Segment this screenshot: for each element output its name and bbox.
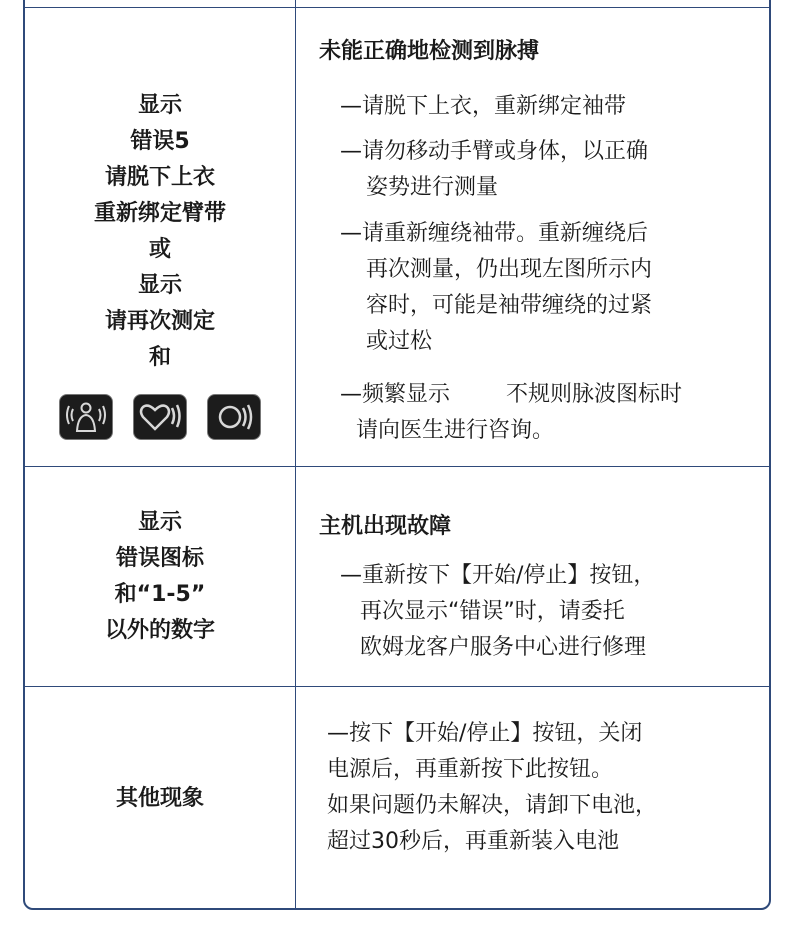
- condition-line: 请脱下上衣: [104, 165, 215, 190]
- condition-line: 重新绑定臂带: [93, 201, 226, 226]
- row-divider: [25, 7, 769, 8]
- condition-line: 请再次测定: [104, 309, 215, 334]
- remedy-line: 欧姆龙客户服务中心进行修理: [360, 635, 647, 660]
- remedy-line: 超过30秒后，再重新装入电池: [327, 829, 619, 854]
- condition-line: 以外的数字: [104, 617, 215, 643]
- status-icons: [59, 394, 261, 440]
- remedy-line: 不规则脉波图标时: [506, 382, 683, 407]
- condition-line: 错误5: [130, 129, 190, 154]
- row-2-condition: [25, 467, 295, 686]
- row-1-condition: [25, 84, 295, 444]
- remedy-title: 未能正确地检测到脉搏: [319, 39, 540, 64]
- condition-line: 错误图标: [115, 545, 204, 571]
- remedy-line: —按下【开始/停止】按钮，关闭: [327, 721, 643, 746]
- condition-line: 其他现象: [115, 785, 204, 811]
- remedy-line: —请重新缠绕袖带。重新缠绕后: [340, 221, 649, 246]
- condition-line: 显示: [137, 93, 182, 118]
- row-3-condition: [25, 687, 295, 910]
- remedy-line: 或过松: [366, 329, 433, 354]
- remedy-line: 电源后，再重新按下此按钮。: [327, 757, 614, 782]
- remedy-line: 姿势进行测量: [366, 175, 499, 200]
- remedy-line: 再次显示“错误”时，请委托: [360, 599, 625, 624]
- remedy-line: —请勿移动手臂或身体，以正确: [340, 139, 649, 164]
- condition-line: 和“1-5”: [114, 581, 206, 607]
- condition-line: 显示: [137, 509, 182, 535]
- condition-line: 显示: [137, 273, 182, 298]
- condition-line: 或: [148, 237, 171, 262]
- remedy-line: 如果问题仍未解决，请卸下电池，: [327, 793, 658, 818]
- remedy-line: —重新按下【开始/停止】按钮，: [340, 563, 656, 588]
- remedy-line: 再次测量，仍出现左图所示内: [366, 257, 653, 282]
- column-divider: [295, 0, 296, 910]
- remedy-line: —请脱下上衣，重新绑定袖带: [340, 94, 627, 119]
- remedy-line: —频繁显示: [340, 382, 451, 407]
- cuff-wrap-icon: [207, 394, 261, 440]
- remedy-line: 容时，可能是袖带缠绕的过紧: [366, 293, 653, 318]
- condition-line: 和: [148, 345, 171, 370]
- remedy-line: 请向医生进行咨询。: [356, 418, 555, 443]
- body-movement-icon: [59, 394, 113, 440]
- irregular-heartbeat-icon: [133, 394, 187, 440]
- remedy-title: 主机出现故障: [319, 514, 452, 539]
